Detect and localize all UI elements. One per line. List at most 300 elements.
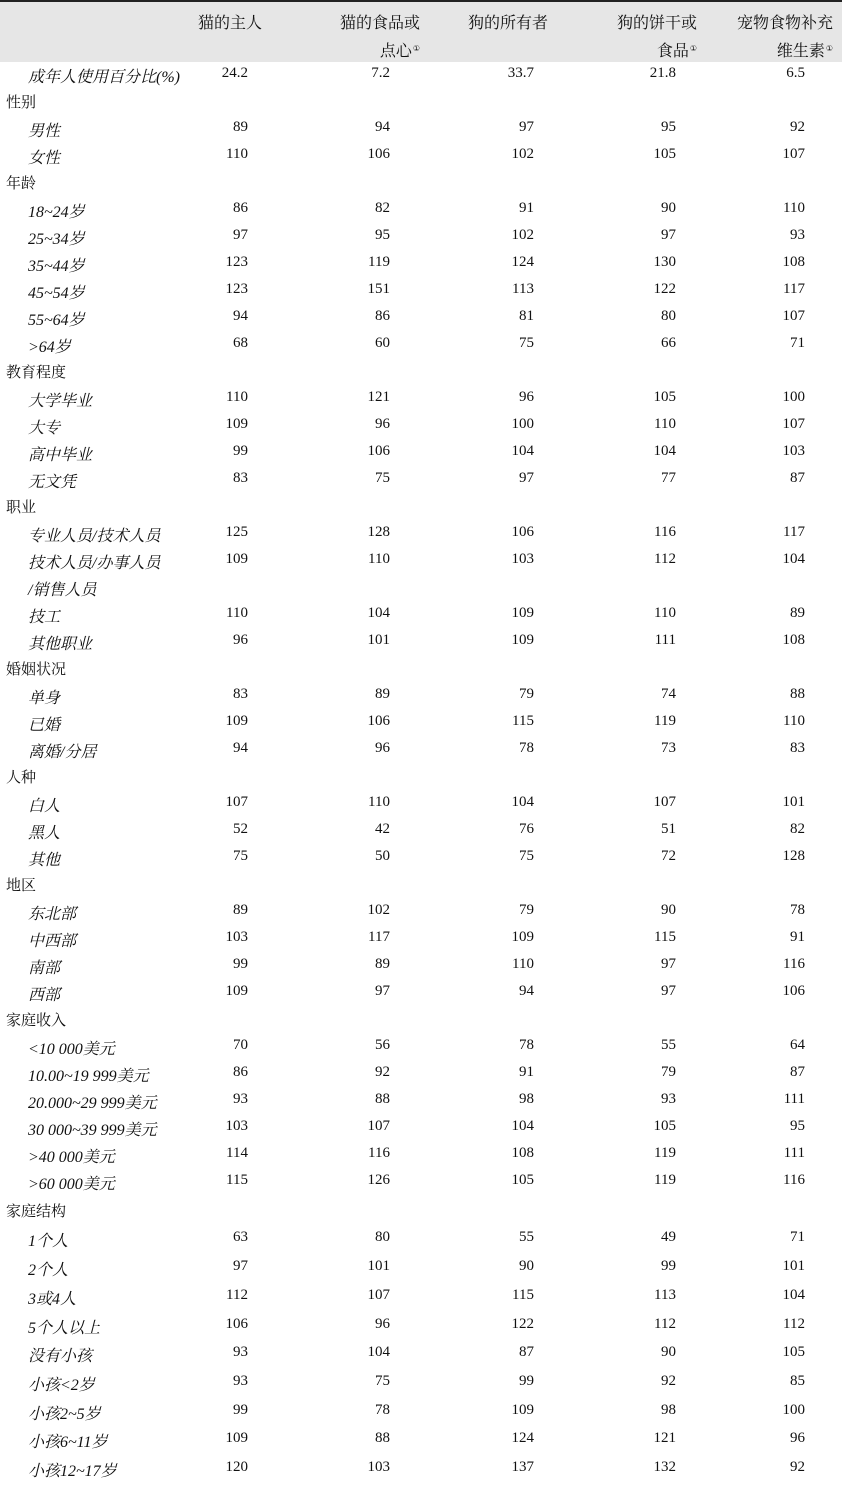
row-label: 小孩12~17岁 [28, 1463, 117, 1480]
cell-value: 123 [225, 281, 248, 297]
section-label: 年龄 [6, 174, 37, 192]
cell-value: 110 [783, 713, 805, 729]
table-row [0, 1034, 842, 1061]
cell-value: 112 [654, 551, 676, 567]
cell-value: 104 [653, 443, 676, 459]
row-label: 无文凭 [28, 474, 77, 491]
cell-value: 96 [519, 389, 534, 405]
cell-value: 110 [368, 551, 390, 567]
header-line: 猫的食品或 [339, 13, 420, 32]
cell-value: 73 [661, 740, 676, 756]
row-label: 专业人员/技术人员 [28, 528, 161, 545]
cell-value: 117 [783, 524, 805, 540]
cell-value: 106 [225, 1315, 248, 1332]
cell-value: 115 [512, 1286, 534, 1303]
section-label: 家庭结构 [6, 1201, 67, 1220]
cell-value: 68 [233, 335, 248, 351]
cell-value: 98 [661, 1401, 676, 1418]
row-label: 单身 [28, 690, 61, 707]
cell-value: 132 [653, 1459, 676, 1475]
cell-value: 90 [661, 200, 676, 216]
cell-value: 110 [512, 956, 534, 972]
table-row [0, 1313, 842, 1340]
row-label: >60 000美元 [28, 1176, 115, 1193]
table-row [0, 1456, 842, 1483]
cell-value: 110 [654, 605, 676, 621]
section-row [0, 494, 842, 521]
cell-value: 112 [654, 1315, 676, 1332]
cell-value: 89 [233, 902, 248, 918]
table-row [0, 845, 842, 872]
header-line: 食品 [656, 41, 689, 60]
cell-value: 78 [375, 1401, 390, 1418]
row-label: 没有小孩 [28, 1348, 93, 1366]
row-label: 西部 [28, 987, 61, 1004]
cell-value: 99 [661, 1258, 676, 1275]
cell-value: 89 [790, 605, 805, 621]
cell-value: 120 [225, 1459, 248, 1475]
table-row [0, 926, 842, 953]
row-label: 小孩2~5岁 [28, 1405, 101, 1423]
cell-value: 111 [783, 1091, 805, 1107]
cell-value: 103 [782, 443, 805, 459]
section-label: 人种 [6, 768, 37, 786]
cell-value: 122 [653, 281, 676, 297]
cell-value: 83 [233, 470, 248, 486]
header-line: 猫的主人 [198, 13, 263, 32]
cell-value: 82 [375, 200, 390, 216]
table-row [0, 1115, 842, 1142]
cell-value: 110 [783, 200, 805, 216]
cell-value: 83 [790, 740, 805, 756]
cell-value: 88 [375, 1091, 390, 1107]
cell-value: 89 [375, 686, 390, 702]
cell-value: 107 [653, 794, 676, 810]
row-label: 男性 [28, 123, 61, 140]
row-label: 南部 [28, 960, 61, 977]
table-row [0, 1061, 842, 1088]
cell-value: 97 [519, 470, 534, 486]
cell-value: 93 [790, 227, 805, 243]
section-row [0, 359, 842, 386]
header-line: 狗的所有者 [468, 13, 549, 32]
cell-value: 104 [367, 605, 390, 621]
cell-value: 109 [225, 1430, 248, 1447]
row-label: 高中毕业 [28, 447, 93, 464]
cell-value: 97 [375, 983, 390, 999]
cell-value: 63 [233, 1229, 248, 1246]
row-label: 3或4人 [28, 1290, 77, 1308]
cell-value: 95 [375, 227, 390, 243]
cell-value: 96 [375, 416, 390, 432]
cell-value: 96 [375, 740, 390, 756]
cell-value: 125 [225, 524, 248, 540]
footnote-mark: ① [825, 44, 833, 53]
row-label: 成年人使用百分比(%) [28, 69, 180, 86]
cell-value: 124 [511, 254, 534, 270]
cell-value: 105 [511, 1172, 534, 1188]
cell-value: 109 [511, 1401, 534, 1418]
row-label: 1个人 [28, 1233, 69, 1251]
table-row [0, 251, 842, 278]
table-row [0, 62, 842, 89]
cell-value: 103 [367, 1459, 390, 1475]
cell-value: 107 [782, 416, 805, 432]
cell-value: 113 [512, 281, 534, 297]
cell-value: 109 [225, 551, 248, 567]
cell-value: 80 [375, 1229, 390, 1246]
row-label: 30 000~39 999美元 [28, 1122, 157, 1139]
cell-value: 96 [790, 1430, 805, 1447]
row-label: 20.000~29 999美元 [28, 1095, 157, 1112]
cell-value: 97 [661, 983, 676, 999]
cell-value: 77 [661, 470, 676, 486]
table-row [0, 791, 842, 818]
cell-value: 101 [367, 1258, 390, 1275]
section-label: 性别 [6, 93, 37, 111]
cell-value: 71 [790, 335, 805, 351]
header-line: 宠物食物补充 [736, 13, 833, 32]
table-row [0, 467, 842, 494]
cell-value: 104 [367, 1344, 390, 1361]
cell-value: 91 [519, 200, 534, 216]
cell-value: 117 [783, 281, 805, 297]
table-row [0, 629, 842, 656]
cell-value: 104 [782, 551, 805, 567]
row-label: 10.00~19 999美元 [28, 1068, 149, 1085]
table-row [0, 521, 842, 548]
cell-value: 109 [225, 713, 248, 729]
cell-value: 105 [653, 389, 676, 405]
cell-value: 95 [790, 1118, 805, 1134]
cell-value: 75 [519, 848, 534, 864]
cell-value: 99 [519, 1372, 534, 1389]
cell-value: 97 [233, 1258, 248, 1275]
cell-value: 96 [375, 1315, 390, 1332]
cell-value: 100 [782, 389, 805, 405]
cell-value: 117 [368, 929, 390, 945]
table-row [0, 575, 842, 602]
row-label: 55~64岁 [28, 312, 85, 329]
cell-value: 121 [653, 1430, 676, 1447]
cell-value: 123 [225, 254, 248, 270]
table-row [0, 899, 842, 926]
cell-value: 109 [225, 983, 248, 999]
table-row [0, 737, 842, 764]
cell-value: 105 [653, 1118, 676, 1134]
table-row [0, 1088, 842, 1115]
header-line-with-note [617, 36, 697, 64]
table-row [0, 413, 842, 440]
cell-value: 107 [225, 794, 248, 810]
cell-value: 90 [661, 1344, 676, 1361]
row-label: 女性 [28, 150, 61, 167]
cell-value: 109 [511, 929, 534, 945]
cell-value: 86 [233, 1064, 248, 1080]
cell-value: 82 [790, 821, 805, 837]
cell-value: 106 [511, 524, 534, 540]
cell-value: 75 [375, 1372, 390, 1389]
section-label: 职业 [6, 498, 37, 516]
section-label: 地区 [6, 876, 37, 894]
cell-value: 107 [367, 1286, 390, 1303]
cell-value: 108 [782, 632, 805, 648]
cell-value: 106 [782, 983, 805, 999]
table-row [0, 980, 842, 1007]
cell-value: 97 [661, 956, 676, 972]
footnote-mark: ① [689, 44, 697, 53]
table-row [0, 548, 842, 575]
cell-value: 81 [519, 308, 534, 324]
cell-value: 113 [654, 1286, 676, 1303]
cell-value: 110 [226, 605, 248, 621]
cell-value: 115 [512, 713, 534, 729]
cell-value: 105 [782, 1344, 805, 1361]
table-row [0, 116, 842, 143]
row-label: 大学毕业 [28, 393, 93, 410]
cell-value: 78 [519, 740, 534, 756]
cell-value: 116 [654, 524, 676, 540]
cell-value: 112 [226, 1286, 248, 1303]
cell-value: 33.7 [507, 65, 534, 81]
header-line-with-note [737, 36, 833, 64]
cell-value: 101 [782, 794, 805, 810]
cell-value: 119 [654, 1145, 676, 1161]
cell-value: 92 [790, 119, 805, 135]
section-row [0, 764, 842, 791]
row-label: 小孩6~11岁 [28, 1434, 108, 1452]
cell-value: 52 [233, 821, 248, 837]
cell-value: 97 [661, 227, 676, 243]
cell-value: 115 [226, 1172, 248, 1188]
cell-value: 76 [519, 821, 534, 837]
cell-value: 119 [654, 713, 676, 729]
cell-value: 114 [226, 1145, 248, 1161]
cell-value: 97 [233, 227, 248, 243]
cell-value: 51 [661, 821, 676, 837]
cell-value: 42 [375, 821, 390, 837]
cell-value: 151 [367, 281, 390, 297]
cell-value: 110 [226, 146, 248, 162]
cell-value: 98 [519, 1091, 534, 1107]
cell-value: 121 [367, 389, 390, 405]
section-row [0, 1198, 842, 1225]
cell-value: 105 [653, 146, 676, 162]
cell-value: 72 [661, 848, 676, 864]
row-label: 中西部 [28, 933, 77, 950]
row-label: 大专 [28, 420, 61, 437]
cell-value: 109 [511, 605, 534, 621]
cell-value: 93 [233, 1344, 248, 1361]
row-label: 小孩<2岁 [28, 1376, 95, 1394]
cell-value: 104 [511, 794, 534, 810]
cell-value: 109 [225, 416, 248, 432]
cell-value: 104 [782, 1286, 805, 1303]
table-row [0, 602, 842, 629]
cell-value: 91 [790, 929, 805, 945]
cell-value: 93 [661, 1091, 676, 1107]
cell-value: 49 [661, 1229, 676, 1246]
row-label: 18~24岁 [28, 204, 85, 221]
cell-value: 91 [519, 1064, 534, 1080]
row-label: 5个人以上 [28, 1319, 101, 1337]
cell-value: 107 [782, 146, 805, 162]
cell-value: 88 [375, 1430, 390, 1447]
cell-value: 86 [233, 200, 248, 216]
header-pet-supplements [737, 10, 833, 64]
cell-value: 75 [519, 335, 534, 351]
header-dog-biscuits [617, 10, 697, 64]
cell-value: 116 [783, 956, 805, 972]
table-row [0, 1399, 842, 1426]
table-row [0, 710, 842, 737]
header-line: 维生素 [776, 41, 825, 60]
cell-value: 92 [375, 1064, 390, 1080]
cell-value: 110 [226, 389, 248, 405]
cell-value: 106 [367, 713, 390, 729]
row-label: 其他 [28, 852, 61, 869]
cell-value: 99 [233, 1401, 248, 1418]
row-label: 东北部 [28, 906, 77, 923]
cell-value: 78 [519, 1037, 534, 1053]
header-cat-food [340, 10, 420, 64]
cell-value: 86 [375, 308, 390, 324]
cell-value: 102 [367, 902, 390, 918]
cell-value: 79 [519, 686, 534, 702]
table-row [0, 224, 842, 251]
section-row [0, 89, 842, 116]
cell-value: 71 [790, 1229, 805, 1246]
cell-value: 64 [790, 1037, 805, 1053]
section-row [0, 170, 842, 197]
table-row [0, 953, 842, 980]
cell-value: 75 [233, 848, 248, 864]
cell-value: 85 [790, 1372, 805, 1389]
row-label: 其他职业 [28, 636, 93, 653]
cell-value: 128 [367, 524, 390, 540]
cell-value: 102 [511, 146, 534, 162]
cell-value: 100 [782, 1401, 805, 1418]
cell-value: 126 [367, 1172, 390, 1188]
header-dog-owners [468, 10, 548, 36]
table-row [0, 818, 842, 845]
table-row [0, 197, 842, 224]
cell-value: 78 [790, 902, 805, 918]
row-label: 45~54岁 [28, 285, 85, 302]
table-row [0, 143, 842, 170]
table-row [0, 440, 842, 467]
cell-value: 107 [782, 308, 805, 324]
cell-value: 90 [519, 1258, 534, 1275]
cell-value: 89 [233, 119, 248, 135]
cell-value: 111 [654, 632, 676, 648]
cell-value: 94 [375, 119, 390, 135]
cell-value: 89 [375, 956, 390, 972]
cell-value: 87 [790, 470, 805, 486]
cell-value: 116 [368, 1145, 390, 1161]
cell-value: 108 [782, 254, 805, 270]
cell-value: 87 [790, 1064, 805, 1080]
table-row [0, 386, 842, 413]
cell-value: 95 [661, 119, 676, 135]
row-label: 技工 [28, 609, 61, 626]
section-row [0, 872, 842, 899]
cell-value: 124 [511, 1430, 534, 1447]
cell-value: 109 [511, 632, 534, 648]
cell-value: 100 [511, 416, 534, 432]
cell-value: 108 [511, 1145, 534, 1161]
row-label: 2个人 [28, 1262, 69, 1280]
row-label: 离婚/分居 [28, 744, 97, 761]
cell-value: 60 [375, 335, 390, 351]
table-header [0, 0, 842, 62]
header-line: 点心 [379, 41, 412, 60]
table-row [0, 1284, 842, 1311]
row-label: <10 000美元 [28, 1041, 115, 1058]
header-line-with-note [340, 36, 420, 64]
cell-value: 110 [368, 794, 390, 810]
cell-value: 137 [511, 1459, 534, 1475]
table-row [0, 1370, 842, 1397]
cell-value: 21.8 [649, 65, 676, 81]
table-row [0, 305, 842, 332]
cell-value: 116 [783, 1172, 805, 1188]
cell-value: 50 [375, 848, 390, 864]
cell-value: 94 [519, 983, 534, 999]
row-label: >40 000美元 [28, 1149, 115, 1166]
row-label: >64岁 [28, 339, 71, 356]
cell-value: 94 [233, 308, 248, 324]
table-row [0, 683, 842, 710]
cell-value: 122 [511, 1315, 534, 1332]
cell-value: 99 [233, 443, 248, 459]
cell-value: 74 [661, 686, 676, 702]
cell-value: 101 [367, 632, 390, 648]
cell-value: 93 [233, 1091, 248, 1107]
table-row [0, 1341, 842, 1368]
header-cat-owners [198, 10, 262, 36]
header-line: 狗的饼干或 [616, 13, 697, 32]
cell-value: 96 [233, 632, 248, 648]
cell-value: 99 [233, 956, 248, 972]
cell-value: 119 [654, 1172, 676, 1188]
cell-value: 102 [511, 227, 534, 243]
row-label: 黑人 [28, 825, 61, 842]
row-label: /销售人员 [28, 582, 97, 599]
cell-value: 87 [519, 1344, 534, 1361]
cell-value: 92 [661, 1372, 676, 1389]
cell-value: 106 [367, 146, 390, 162]
table-row [0, 278, 842, 305]
cell-value: 107 [367, 1118, 390, 1134]
table-row [0, 1427, 842, 1454]
table-row [0, 332, 842, 359]
section-row [0, 656, 842, 683]
section-row [0, 1007, 842, 1034]
cell-value: 56 [375, 1037, 390, 1053]
cell-value: 119 [368, 254, 390, 270]
cell-value: 97 [519, 119, 534, 135]
cell-value: 110 [654, 416, 676, 432]
cell-value: 128 [782, 848, 805, 864]
cell-value: 106 [367, 443, 390, 459]
cell-value: 7.2 [371, 65, 390, 81]
table-row [0, 1255, 842, 1282]
cell-value: 130 [653, 254, 676, 270]
cell-value: 55 [661, 1037, 676, 1053]
cell-value: 55 [519, 1229, 534, 1246]
cell-value: 115 [654, 929, 676, 945]
